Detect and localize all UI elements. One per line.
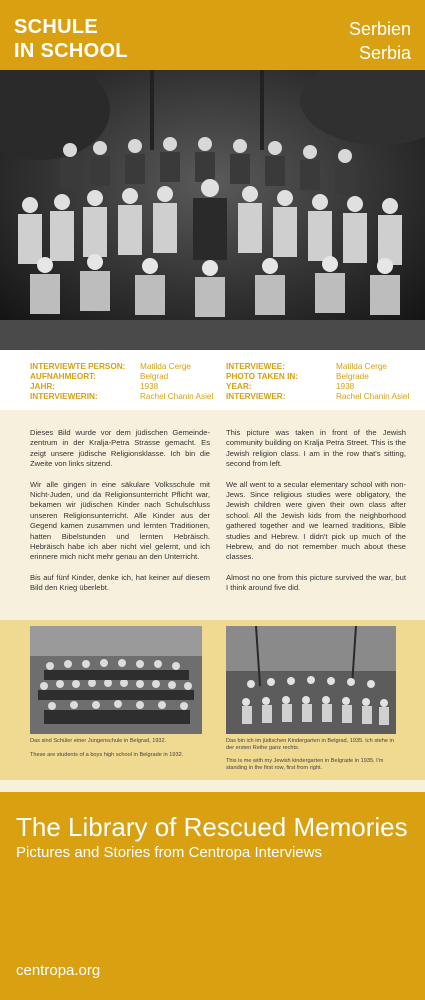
paragraph: This picture was taken in front of the Jewish community building on Kralja Petra Street. This is the Jewish religion class. I am in the row that's sitting, second from left. [226,428,406,469]
paragraph: Wir alle gingen in eine säkulare Volksschule mit Nicht-Juden, und da Religionsunterricht Pflicht war, bekamen wir jüdischen Kinder nach Schulschluss unseren Religionsunterricht. Alle Kinder aus der Gegend kamen zusammen und lernten Traditionen, hatten Bibelstunden und lernten Hebräisch. Hebräisch habe ich aber nicht viel gelernt, und ich erinnere mich nicht mehr genau an den Unterricht. [30,479,210,562]
library-subtitle: Pictures and Stories from Centropa Interviews [16,844,322,861]
meta-label: INTERVIEWEE: [226,362,285,371]
boys-school-photo [30,626,202,734]
meta-value: Matilda Cerge [336,362,387,371]
country-english: Serbia [358,43,411,63]
paragraph: Almost no one from this picture survived the war, but I think around five did. [226,572,406,593]
meta-value: Matilda Cerge [140,362,191,371]
meta-value: Rachel Chanin Asiel [140,392,214,401]
meta-label: INTERVIEWER: [226,392,286,401]
story-english [226,428,406,604]
title-english: IN SCHOOL [14,40,128,62]
meta-label: INTERVIEWTE PERSON: [30,362,126,371]
boys-school-illustration [30,626,202,734]
paragraph: We all went to a secular elementary school with non-Jews. Since religious studies were obligatory, the Jewish children were given their own class after school. All the Jewish kids from the neighborhood gathered together and we learned traditions, Bible studies and Hebrew. I didn't pick up much of the Hebrew, and do not remember much about these classes. [226,479,406,562]
meta-values-english [336,362,409,402]
meta-value: 1938 [336,382,355,391]
meta-label: AUFNAHMEORT: [30,372,96,381]
meta-label: PHOTO TAKEN IN: [226,372,299,381]
title-german: SCHULE [14,16,99,38]
divider-strip [0,780,425,792]
class-photo-illustration [0,70,425,350]
story-text-section [0,410,425,620]
meta-values-german [140,362,213,402]
paragraph: Bis auf fünf Kinder, denke ich, hat keiner auf diesem Bild den Krieg überlebt. [30,572,210,593]
caption-right-german: Das bin ich im jüdischen Kindergarten in Belgrad, 1935. Ich stehe in der ersten Reihe ganz rechts. [226,738,394,752]
library-title: The Library of Rescued Memories [16,812,408,842]
meta-value: 1938 [140,382,159,391]
meta-label: INTERVIEWERIN: [30,392,98,401]
footer-banner [0,792,425,1000]
meta-label: YEAR: [226,382,252,391]
header-bar [0,0,425,70]
country-german: Serbien [348,19,411,39]
meta-value: Belgrad [140,372,169,381]
website-link[interactable]: centropa.org [16,962,101,979]
caption-right-english: This is me with my Jewish kindergarten in Belgrade in 1935. I'm standing in the first row, first from right. [226,758,384,772]
meta-value: Rachel Chanin Asiel [336,392,410,401]
kindergarten-photo [226,626,396,734]
kindergarten-illustration [226,626,396,734]
story-german [30,428,210,604]
caption-left-german: Das sind Schüler einer Jungenschule in Belgrad, 1932. [30,738,167,744]
meta-labels-english [226,362,298,402]
meta-label: JAHR: [30,382,56,391]
meta-labels-german [30,362,125,402]
supplementary-photos [0,620,425,780]
meta-value: Belgrade [336,372,369,381]
main-class-photo [0,70,425,350]
photo-metadata [0,350,425,410]
paragraph: Dieses Bild wurde vor dem jüdischen Gemeinde-zentrum in der Kralja-Petra Strasse gemacht. Es zeigt unsere jüdische Religionsklasse. Ich bin die Zweite von links sitzend. [30,428,210,469]
caption-left-english: These are students of a boys high school in Belgrade in 1932. [30,752,184,758]
